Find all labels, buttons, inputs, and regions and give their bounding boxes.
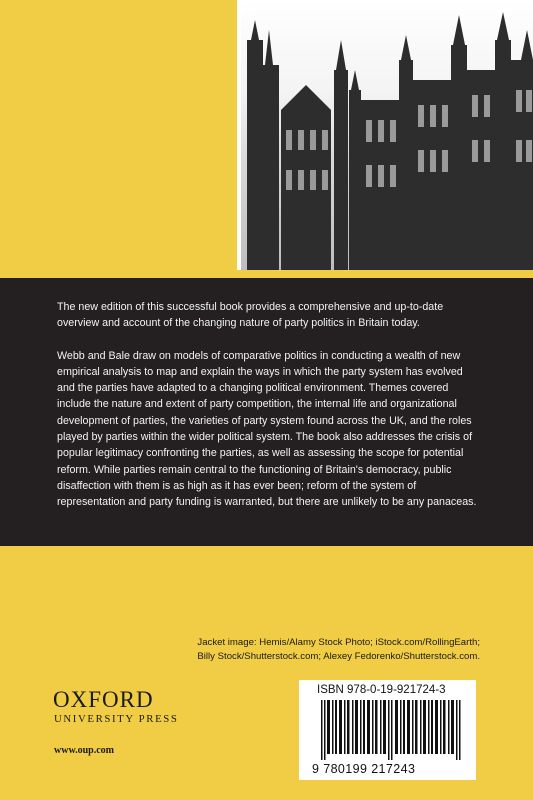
publisher-subname: UNIVERSITY PRESS xyxy=(54,713,179,725)
barcode-icon xyxy=(321,700,461,760)
blurb-paragraph-1: The new edition of this successful book provides a comprehensive and up-to-date overview and account of the changing nature of party politics in Britain today. xyxy=(57,301,444,330)
isbn-text: ISBN 978-0-19-921724-3 xyxy=(317,684,446,696)
barcode-digits: 9 780199 217243 xyxy=(312,762,416,776)
credit-line-1: Jacket image: Hemis/Alamy Stock Photo; iStock.com/RollingEarth; xyxy=(197,637,480,648)
barcode-label xyxy=(299,680,476,780)
publisher-logo: OXFORD xyxy=(53,687,154,712)
parliament-photo xyxy=(237,0,533,270)
book-blurb xyxy=(57,299,477,527)
parliament-illustration xyxy=(241,0,533,270)
jacket-credits xyxy=(180,636,480,664)
publisher-url[interactable]: www.oup.com xyxy=(54,745,115,756)
credit-line-2: Billy Stock/Shutterstock.com; Alexey Fedorenko/Shutterstock.com. xyxy=(197,651,480,663)
blurb-paragraph-2: Webb and Bale draw on models of comparative politics in conducting a wealth of new empirical analysis to map and explain the ways in which the party system has evolved and the parties have adapted to a changing political environment. Themes covered include the nature and extent of party competition, the internal life and organizational development of parties, the varieties of party system found across the UK, and the roles played by parties within the wider political system. The book also addresses the crisis of popular legitimacy confronting the parties, as well as assessing the scope for potential reform. While parties remain central to the functioning of Britain's democracy, public disaffection with them is as high as it has ever been; reform of the system of representation and party funding is warranted, but there are unlikely to be any panaceas. xyxy=(57,349,477,509)
